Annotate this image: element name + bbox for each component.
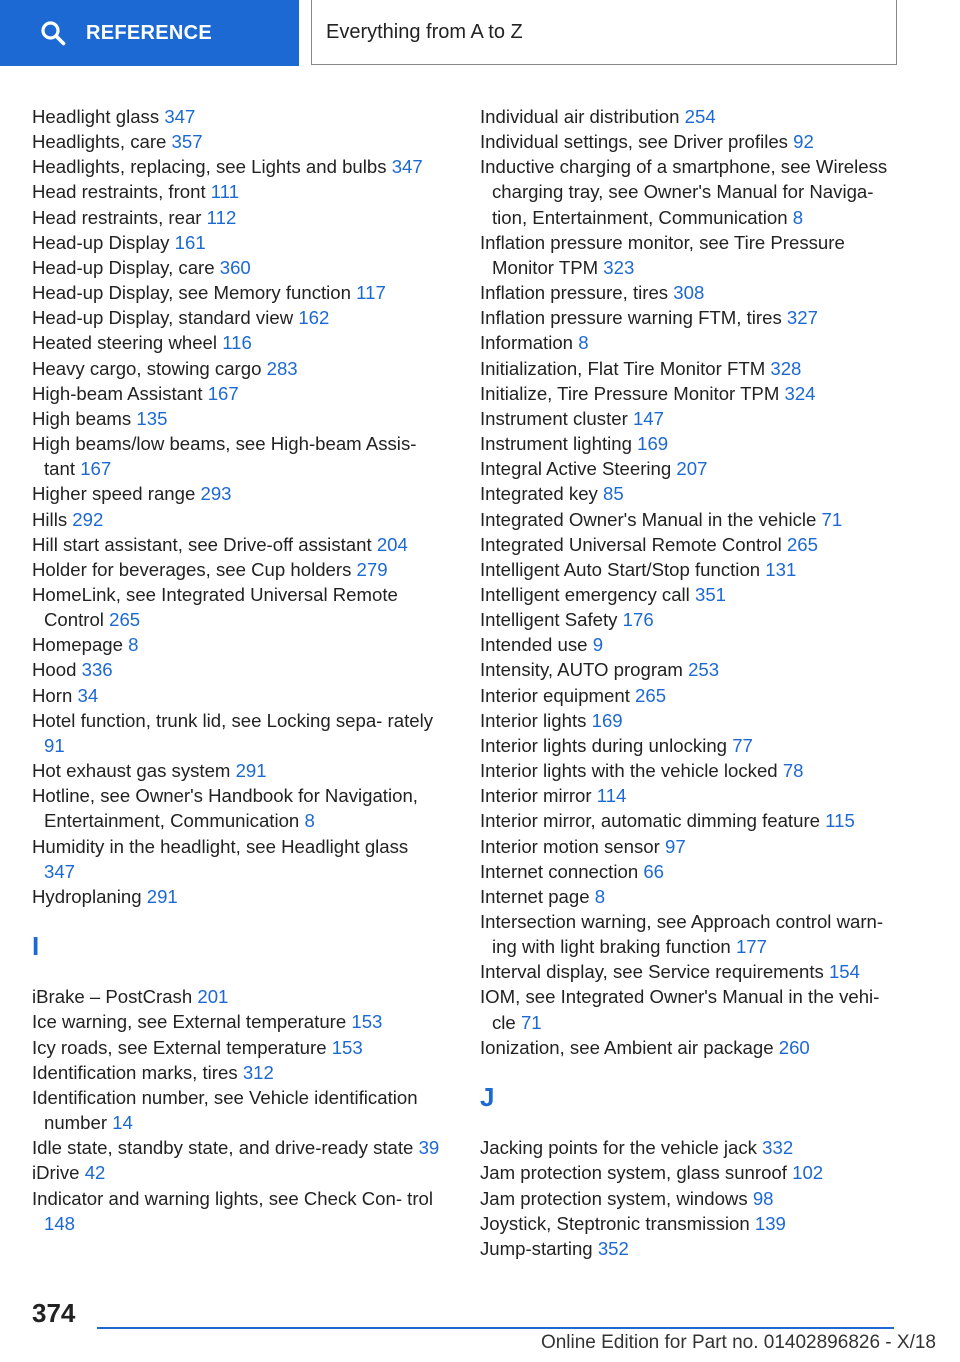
index-entry [32,280,442,305]
index-entry-term: Intelligent emergency call [480,583,690,605]
index-entry-term: iDrive [32,1162,80,1184]
index-entry [32,356,442,381]
index-entry [32,1035,442,1060]
index-entry-page-link[interactable]: 204 [376,533,408,555]
index-entry [480,129,900,154]
footer-divider [97,1327,894,1329]
index-entry-page-link[interactable]: 167 [207,382,239,404]
index-entry-term: Inflation pressure, tires [480,282,669,304]
index-entry-page-link[interactable]: 207 [676,458,708,480]
index-entry-page-link[interactable]: 8 [578,332,589,354]
index-entry-page-link[interactable]: 169 [591,709,623,731]
index-entry-page-link[interactable]: 34 [77,684,99,706]
section-letter: J [480,1081,495,1112]
index-entry-page-link[interactable]: 111 [210,181,240,203]
index-entry-term: Interior motion sensor [480,835,660,857]
index-entry-term: Jump-starting [480,1237,593,1259]
index-entry-page-link[interactable]: 8 [594,885,606,907]
index-entry [480,280,900,305]
index-entry-page-link[interactable]: 336 [81,659,113,681]
index-entry-page-link[interactable]: 167 [80,458,112,480]
index-entry-page-link[interactable]: 260 [778,1036,810,1058]
edition-text: Online Edition for Part no. 01402896826 - X/18 [540,1332,936,1353]
index-entry-term: Joystick, Steptronic transmission [480,1212,750,1234]
index-entry-term: High-beam Assistant [32,382,203,404]
index-entry [32,406,442,431]
index-entry-page-link[interactable]: 131 [765,558,797,580]
index-entry-page-link[interactable]: 115 [825,810,855,832]
index-entry [480,632,900,657]
index-entry-term: Higher speed range [32,483,196,505]
index-entry-page-link[interactable]: 169 [637,433,669,455]
page-number: 374 [32,1298,76,1328]
index-entry-term: Integral Active Steering [480,458,672,480]
index-entry [32,305,442,330]
index-entry [480,305,900,330]
index-entry [32,179,442,204]
index-entry-term: Headlights, care [32,131,167,153]
index-entry [480,356,900,381]
index-entry [480,104,900,129]
index-entry-page-link[interactable]: 116 [222,332,252,354]
index-entry-page-link[interactable]: 66 [643,860,665,882]
index-entry-term: IOM, see Integrated Owner's Manual in the vehi‐ cle [480,986,880,1033]
index-entry-term: Humidity in the headlight, see Headlight glass [32,835,409,857]
index-entry-page-link[interactable]: 352 [597,1237,629,1259]
index-entry [480,1236,900,1261]
index-entry-term: Hot exhaust gas system [32,760,231,782]
index-entry-page-link[interactable]: 102 [792,1162,824,1184]
index-entry-term: Idle state, standby state, and drive-ready state [32,1137,414,1159]
index-entry-term: Jam protection system, glass sunroof [480,1162,787,1184]
index-entry-page-link[interactable]: 347 [391,156,423,178]
index-entry-page-link[interactable]: 347 [164,106,196,127]
index-entry-page-link[interactable]: 176 [622,609,654,631]
index-entry [480,808,900,833]
index-entry-term: Head-up Display, see Memory function [32,282,351,304]
index-entry [480,657,900,682]
index-entry-term: Instrument cluster [480,407,628,429]
index-entry-term: HomeLink, see Integrated Universal Remote Control [32,583,398,631]
index-entry-page-link[interactable]: 71 [821,508,843,530]
index-entry [32,104,442,129]
index-entry-term: Intensity, AUTO program [480,659,683,681]
index-entry-page-link[interactable]: 347 [44,860,76,882]
index-entry-page-link[interactable]: 332 [762,1137,794,1159]
index-entry-page-link[interactable]: 308 [673,282,705,304]
index-entry [32,532,442,557]
index-entry [32,984,442,1009]
index-entry [480,1135,900,1160]
index-entry [480,481,900,506]
index-entry [480,884,900,909]
index-entry-page-link[interactable]: 360 [219,256,251,278]
index-entry-term: Head-up Display, standard view [32,307,294,329]
index-entry-page-link[interactable]: 324 [784,382,816,404]
index-entry-term: Headlights, replacing, see Lights and bulbs [32,156,387,178]
index-entry-term: Indicator and warning lights, see Check Con‐ trol [32,1187,434,1209]
index-entry-term: Interior equipment [480,684,630,706]
index-entry [480,456,900,481]
index-entry-term: Intended use [480,634,588,656]
index-entry [480,1211,900,1236]
index-entry-page-link[interactable]: 14 [112,1112,133,1134]
index-entry [32,154,442,179]
index-entry-page-link[interactable]: 323 [603,256,635,278]
section-header [311,0,897,65]
index-entry [480,557,900,582]
index-entry-page-link[interactable]: 91 [44,734,65,756]
index-entry [480,330,900,355]
index-entry [32,381,442,406]
index-entry-term: Ionization, see Ambient air package [480,1036,774,1058]
index-entry [32,884,442,909]
index-entry-page-link[interactable]: 201 [197,986,229,1008]
index-column-right [480,104,900,1261]
index-entry-page-link[interactable]: 265 [635,684,667,706]
index-entry [32,129,442,154]
index-entry-page-link[interactable]: 291 [146,885,178,907]
index-entry-term: Head restraints, front [32,181,206,203]
index-entry [480,1186,900,1211]
index-entry-page-link[interactable]: 265 [109,609,141,631]
index-entry-term: Hood [32,659,77,681]
index-entry [480,834,900,859]
index-entry [480,909,900,959]
index-entry-term: Hill start assistant, see Drive-off assistant [32,533,372,555]
index-entry-term: Hotline, see Owner's Handbook for Navigation, Entertainment, Communication [32,785,418,832]
index-entry-term: Headlight glass [32,106,160,127]
section-letter: I [32,931,40,961]
search-icon [40,20,66,46]
index-entry [480,1035,900,1060]
index-entry [480,431,900,456]
index-entry [32,481,442,506]
index-entry-term: Identification marks, tires [32,1061,238,1083]
index-entry-term: Heavy cargo, stowing cargo [32,357,262,379]
index-entry-page-link[interactable]: 39 [418,1137,440,1159]
index-entry [32,758,442,783]
index-entry [32,1160,442,1185]
index-entry [480,406,900,431]
index-entry [32,1135,442,1160]
index-entry-term: Internet connection [480,860,639,882]
index-entry-page-link[interactable]: 8 [304,810,315,832]
index-entry [32,582,442,632]
index-entry-term: Integrated Owner's Manual in the vehicle [480,508,817,530]
index-entry-page-link[interactable]: 135 [136,407,168,429]
index-entry-page-link[interactable]: 328 [770,357,802,379]
index-entry-page-link[interactable]: 283 [266,357,298,379]
index-entry [480,381,900,406]
index-entry [32,431,442,481]
index-entry-page-link[interactable]: 97 [665,835,686,857]
index-entry-term: Initialization, Flat Tire Monitor FTM [480,357,766,379]
index-entry-page-link[interactable]: 293 [200,483,232,505]
index-entry-term: High beams [32,407,132,429]
index-entry-page-link[interactable]: 139 [754,1212,786,1234]
index-entry [32,230,442,255]
index-entry [32,1009,442,1034]
index-entry-term: Interior lights [480,709,587,731]
index-entry [32,783,442,833]
index-entry-page-link[interactable]: 78 [782,760,804,782]
index-entry [32,330,442,355]
index-entry [32,255,442,280]
index-entry-page-link[interactable]: 162 [298,307,330,329]
index-entry-term: Individual settings, see Driver profiles [480,131,788,153]
index-entry-term: Heated steering wheel [32,332,218,354]
index-entry-page-link[interactable]: 292 [72,508,104,530]
index-entry-term: Jacking points for the vehicle jack [480,1137,757,1159]
index-entry-page-link[interactable]: 71 [520,1011,542,1033]
index-entry-page-link[interactable]: 8 [792,206,804,228]
index-entry-term: Ice warning, see External temperature [32,1011,347,1033]
index-entry [480,507,900,532]
reference-tab[interactable] [0,0,299,66]
index-entry [480,154,900,229]
index-entry-term: Interval display, see Service requirements [480,961,824,983]
index-entry [480,1160,900,1185]
index-entry-page-link[interactable]: 153 [351,1011,383,1033]
index-entry-term: Information [480,332,574,354]
index-entry-term: Homepage [32,634,123,656]
index-entry-term: Identification number, see Vehicle identification number [32,1086,418,1134]
index-entry-term: Hills [32,508,68,530]
index-entry-page-link[interactable]: 291 [235,760,267,782]
index-entry [480,230,900,280]
index-entry-page-link[interactable]: 8 [128,634,139,656]
index-entry [480,708,900,733]
index-entry-term: Intersection warning, see Approach control warn‐ ing with light braking function [480,911,884,958]
index-entry-term: Horn [32,684,73,706]
index-entry [32,1060,442,1085]
index-entry-term: Intelligent Auto Start/Stop function [480,558,761,580]
index-entry-page-link[interactable]: 147 [632,407,664,429]
index-entry-page-link[interactable]: 112 [206,206,237,228]
index-entry [32,708,442,758]
index-entry-term: Inductive charging of a smartphone, see Wireless charging tray, see Owner's Manual for Naviga‐ tion, Entertainment, Communication [480,156,888,228]
index-entry-term: Internet page [480,885,590,907]
index-entry-page-link[interactable]: 98 [752,1187,774,1209]
index-entry [32,657,442,682]
index-entry-term: Initialize, Tire Pressure Monitor TPM [480,382,780,404]
index-entry-term: Interior mirror [480,785,592,807]
index-entry [32,632,442,657]
index-entry-term: Holder for beverages, see Cup holders [32,558,352,580]
index-entry-term: Hydroplaning [32,885,142,907]
index-entry-page-link[interactable]: 117 [356,282,386,304]
index-entry [480,607,900,632]
reference-tab-label: REFERENCE [86,21,213,44]
index-entry-term: iBrake – PostCrash [32,986,193,1008]
index-entry-page-link[interactable]: 85 [603,483,624,505]
index-entry-term: Intelligent Safety [480,609,618,631]
index-entry [32,507,442,532]
index-entry-page-link[interactable]: 154 [828,961,860,983]
index-entry-term: Head restraints, rear [32,206,202,228]
index-entry [480,758,900,783]
index-entry [32,205,442,230]
index-entry [480,582,900,607]
index-entry-page-link[interactable]: 148 [44,1212,76,1234]
index-entry-page-link[interactable]: 177 [735,936,767,958]
index-entry-page-link[interactable]: 357 [171,131,203,153]
index-entry [480,859,900,884]
index-entry-term: Instrument lighting [480,433,632,455]
index-entry-page-link[interactable]: 327 [786,307,818,329]
index-entry [32,683,442,708]
index-entry [32,1186,442,1236]
index-entry-page-link[interactable]: 253 [688,659,720,681]
index-entry-page-link[interactable]: 312 [242,1061,274,1083]
index-entry [32,834,442,884]
index-entry-page-link[interactable]: 42 [84,1162,106,1184]
index-entry-page-link[interactable]: 92 [793,131,814,153]
index-entry-page-link[interactable]: 153 [331,1036,363,1058]
index-entry-term: Interior lights during unlocking [480,734,728,756]
index-entry-term: Inflation pressure monitor, see Tire Pressure Monitor TPM [480,231,845,278]
index-entry-page-link[interactable]: 279 [356,558,388,580]
index-entry-page-link[interactable]: 351 [694,583,727,605]
index-entry [480,683,900,708]
index-entry [480,783,900,808]
index-entry [480,733,900,758]
index-entry-term: High beams/low beams, see High-beam Assis‐ tant [32,433,417,480]
index-entry [32,557,442,582]
index-entry-term: Individual air distribution [480,106,680,127]
index-entry [480,984,900,1034]
index-entry-term: Jam protection system, windows [480,1187,748,1209]
section-title: Everything from A to Z [326,20,523,43]
index-entry-term: Inflation pressure warning FTM, tires [480,307,782,329]
index-entry [480,959,900,984]
index-entry-term: Hotel function, trunk lid, see Locking sepa‐ rately [32,709,434,731]
index-entry-term: Integrated key [480,483,598,505]
index-entry-page-link[interactable]: 265 [786,533,818,555]
index-entry-page-link[interactable]: 9 [592,634,604,656]
index-entry-term: Icy roads, see External temperature [32,1036,327,1058]
index-entry-page-link[interactable]: 161 [174,231,206,253]
index-entry [480,532,900,557]
index-entry-page-link[interactable]: 254 [684,106,716,127]
index-entry-page-link[interactable]: 77 [732,734,753,756]
index-entry-term: Integrated Universal Remote Control [480,533,782,555]
index-entry [32,1085,442,1135]
index-entry-page-link[interactable]: 114 [596,785,627,807]
index-entry-term: Interior lights with the vehicle locked [480,760,778,782]
index-entry-term: Head-up Display, care [32,256,215,278]
index-entry-term: Head-up Display [32,231,170,253]
index-column-left [32,104,442,1236]
index-entry-term: Interior mirror, automatic dimming feature [480,810,820,832]
